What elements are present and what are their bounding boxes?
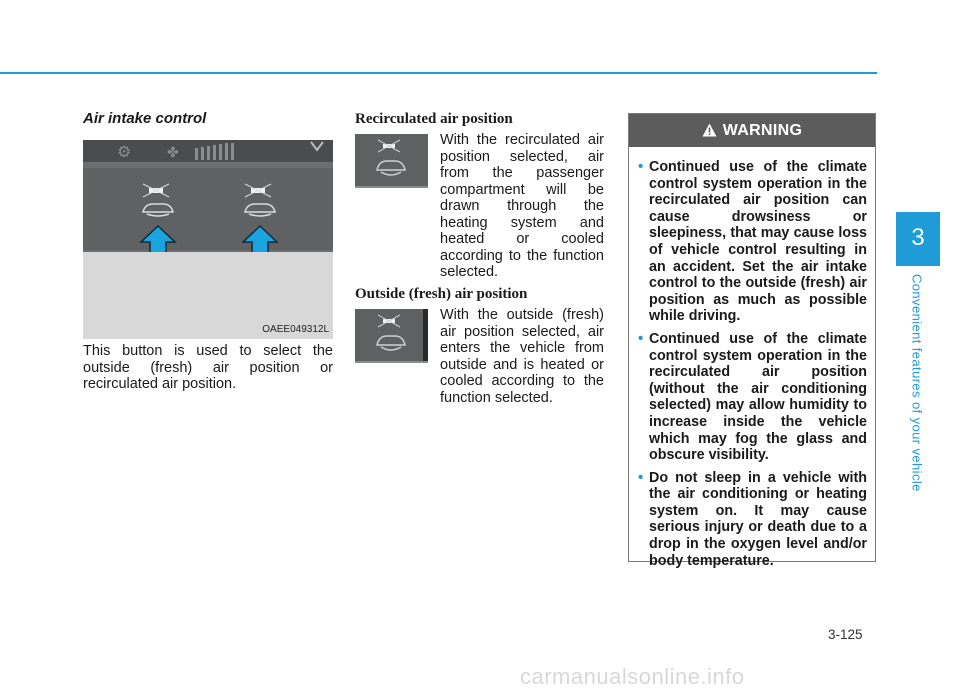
recirc-text: With the recirculated air position selected, air from the passenger compartment will be drawn through the heating system and heated or cooled according to the function selected. bbox=[440, 132, 604, 280]
outside-heading: Outside (fresh) air position bbox=[355, 286, 528, 302]
warning-title: WARNING bbox=[722, 122, 803, 139]
warning-header bbox=[629, 114, 875, 147]
outside-button-image bbox=[355, 309, 428, 363]
chapter-title: Convenient features of your vehicle bbox=[909, 274, 925, 492]
recirc-button-image bbox=[355, 134, 428, 188]
warning-item: • Continued use of the climate control system operation in the recirculated air position can cause drowsiness or sleepiness, that may cause loss of vehicle control resulting in an accident. Set the air intake control to the outside (fresh) air position as much as possible while driving. bbox=[649, 159, 867, 325]
watermark: carmanualsonline.info bbox=[520, 664, 745, 689]
image-code: OAEE049312L bbox=[262, 324, 329, 335]
chapter-title-vertical bbox=[897, 274, 937, 494]
recirc-heading: Recirculated air position bbox=[355, 111, 513, 127]
section-heading: Air intake control bbox=[83, 110, 207, 127]
warning-list bbox=[629, 147, 875, 569]
svg-text:✤: ✤ bbox=[167, 145, 179, 161]
page-number: 3-125 bbox=[828, 627, 863, 642]
outside-text: With the outside (fresh) air position selected, air enters the vehicle from outside and is heated or cooled according to the function selected. bbox=[440, 307, 604, 406]
header-rule bbox=[0, 72, 877, 74]
warning-item: • Do not sleep in a vehicle with the air conditioning or heating system on. It may cause serious injury or death due to a drop in the oxygen level and/or body temperature. bbox=[649, 470, 867, 570]
svg-text:⚙: ⚙ bbox=[117, 142, 132, 161]
warning-triangle-icon bbox=[702, 116, 717, 149]
warning-item: • Continued use of the climate control system operation in the recirculated air position (without the air conditioning selected) may allow humidity to increase inside the vehicle which may fog the glass and obscure visibility. bbox=[649, 331, 867, 464]
warning-box bbox=[628, 113, 876, 569]
control-panel-photo bbox=[83, 140, 333, 339]
chapter-tab: 3 bbox=[896, 212, 940, 266]
intro-paragraph: This button is used to select the outside (fresh) air position or recirculated air position. bbox=[83, 343, 333, 392]
